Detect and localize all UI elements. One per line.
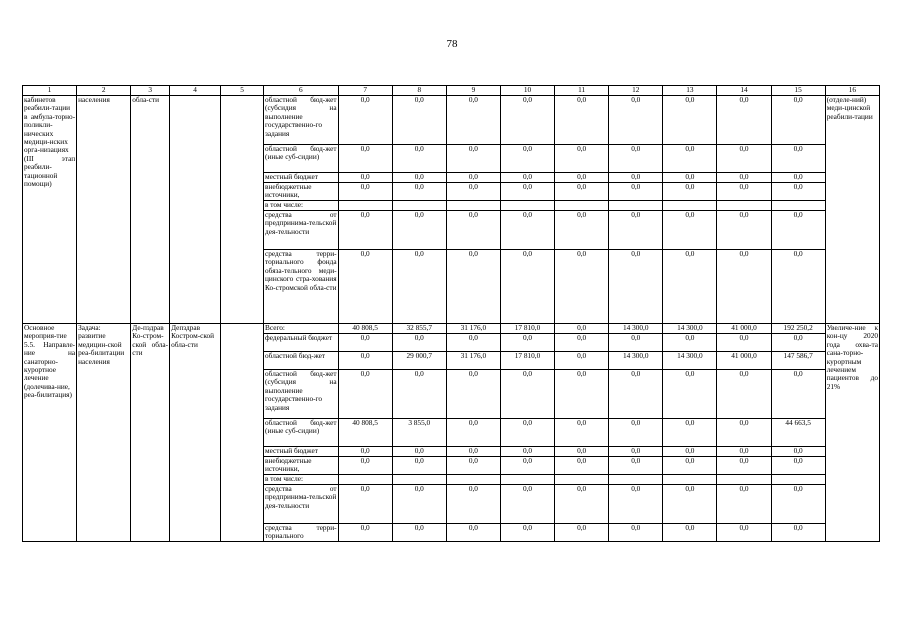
block2-col3-cell: Де-пздрав Ко-стром-ской обла-сти <box>131 324 170 542</box>
budget-table <box>22 85 880 542</box>
value-cell: 0,0 <box>717 419 771 447</box>
value-cell: 0,0 <box>771 485 825 524</box>
value-cell: 0,0 <box>663 145 717 173</box>
value-cell: 0,0 <box>717 334 771 352</box>
value-cell: 0,0 <box>392 173 446 183</box>
block1-col1-cell: кабинетов реабили-тации в амбула-торно-поликли-нических медици-нских орга-низациях (III этап реабили-тационной помощи) <box>23 96 77 324</box>
value-cell: 0,0 <box>771 183 825 201</box>
value-cell: 0,0 <box>609 183 663 201</box>
value-cell: 0,0 <box>500 211 554 250</box>
column-header: 5 <box>221 86 264 96</box>
value-cell: 0,0 <box>663 334 717 352</box>
value-cell <box>717 475 771 485</box>
funding-source-label: средства терри-ториального <box>265 523 337 541</box>
table-row <box>23 96 880 145</box>
value-cell <box>446 475 500 485</box>
value-cell: 40 808,5 <box>338 419 392 447</box>
value-cell: 0,0 <box>555 485 609 524</box>
block2-col2-cell: Задача: развитие медицин-ской реа-билитации населения <box>77 324 131 542</box>
value-cell: 0,0 <box>609 250 663 324</box>
value-cell: 0,0 <box>717 183 771 201</box>
value-cell: 0,0 <box>446 485 500 524</box>
value-cell: 0,0 <box>338 183 392 201</box>
value-cell <box>338 475 392 485</box>
funding-source-label: областной бюд-жет (иные суб-сидии) <box>264 145 339 173</box>
funding-source-label: средства от предпринима-тельской дея-тельности <box>264 485 339 524</box>
value-cell: 0,0 <box>446 419 500 447</box>
value-cell <box>663 201 717 211</box>
value-cell: 31 176,0 <box>446 352 500 370</box>
value-cell: 0,0 <box>392 447 446 457</box>
value-cell: 17 810,0 <box>500 324 554 334</box>
value-cell: 0,0 <box>500 370 554 419</box>
value-cell: 0,0 <box>500 524 554 542</box>
funding-source-label: областной бюд-жет (иные суб-сидии) <box>264 419 339 447</box>
value-cell: 0,0 <box>500 96 554 145</box>
value-cell: 17 810,0 <box>500 352 554 370</box>
column-header: 14 <box>717 86 771 96</box>
table-body <box>23 86 880 542</box>
value-cell: 0,0 <box>500 334 554 352</box>
column-header: 6 <box>264 86 339 96</box>
value-cell: 0,0 <box>446 524 500 542</box>
column-header: 3 <box>131 86 170 96</box>
value-cell: 31 176,0 <box>446 324 500 334</box>
value-cell: 0,0 <box>609 524 663 542</box>
value-cell: 0,0 <box>771 457 825 475</box>
funding-source-label: средства терри-ториального фонда обяза-тельного меди-цинского стра-хования Ко-стромской обла-сти <box>264 250 339 324</box>
value-cell: 0,0 <box>500 419 554 447</box>
funding-source-label: местный бюджет <box>264 173 339 183</box>
value-cell: 0,0 <box>338 352 392 370</box>
value-cell: 0,0 <box>555 173 609 183</box>
block2-col16-cell: Увеличе-ние к кон-цу 2020 года охва-та сана-торно-курортным лечением пациентов до 21% <box>825 324 879 542</box>
value-cell: 0,0 <box>555 334 609 352</box>
column-header: 16 <box>825 86 879 96</box>
funding-source-label: федеральный бюджет <box>264 334 339 352</box>
value-cell: 0,0 <box>338 485 392 524</box>
value-cell: 0,0 <box>609 211 663 250</box>
value-cell: 0,0 <box>771 370 825 419</box>
value-cell: 0,0 <box>609 96 663 145</box>
value-cell: 0,0 <box>663 524 717 542</box>
value-cell: 0,0 <box>338 457 392 475</box>
value-cell <box>555 201 609 211</box>
value-cell: 0,0 <box>555 457 609 475</box>
value-cell: 0,0 <box>771 447 825 457</box>
value-cell: 0,0 <box>771 250 825 324</box>
value-cell: 0,0 <box>446 370 500 419</box>
value-cell <box>609 201 663 211</box>
value-cell: 0,0 <box>663 183 717 201</box>
value-cell: 0,0 <box>771 334 825 352</box>
block1-col3-cell: обла-сти <box>131 96 170 324</box>
value-cell: 0,0 <box>338 96 392 145</box>
column-header: 12 <box>609 86 663 96</box>
value-cell: 0,0 <box>771 524 825 542</box>
value-cell: 0,0 <box>555 96 609 145</box>
value-cell: 147 586,7 <box>771 352 825 370</box>
block2-col4-cell: Депздрав Костром-ской обла-сти <box>170 324 221 542</box>
value-cell: 0,0 <box>500 457 554 475</box>
value-cell: 40 808,5 <box>338 324 392 334</box>
value-cell: 0,0 <box>446 173 500 183</box>
value-cell: 0,0 <box>392 250 446 324</box>
value-cell: 0,0 <box>663 173 717 183</box>
value-cell: 0,0 <box>663 485 717 524</box>
funding-source-label: местный бюджет <box>264 447 339 457</box>
value-cell: 0,0 <box>663 447 717 457</box>
value-cell: 0,0 <box>663 250 717 324</box>
value-cell: 0,0 <box>663 370 717 419</box>
value-cell: 0,0 <box>392 211 446 250</box>
value-cell: 0,0 <box>555 447 609 457</box>
value-cell: 0,0 <box>446 457 500 475</box>
value-cell: 0,0 <box>663 96 717 145</box>
value-cell: 0,0 <box>771 211 825 250</box>
value-cell: 0,0 <box>392 370 446 419</box>
value-cell: 29 000,7 <box>392 352 446 370</box>
header-row <box>23 86 880 96</box>
value-cell: 0,0 <box>555 183 609 201</box>
value-cell: 0,0 <box>446 250 500 324</box>
column-header: 15 <box>771 86 825 96</box>
value-cell: 0,0 <box>338 370 392 419</box>
funding-source-label: средства от предпринима-тельской дея-тельности <box>264 211 339 250</box>
value-cell: 0,0 <box>392 524 446 542</box>
funding-source-label: в том числе: <box>264 475 339 485</box>
value-cell: 0,0 <box>609 419 663 447</box>
value-cell: 0,0 <box>717 96 771 145</box>
value-cell: 0,0 <box>555 324 609 334</box>
value-cell <box>663 475 717 485</box>
value-cell: 0,0 <box>500 447 554 457</box>
value-cell: 14 300,0 <box>609 352 663 370</box>
column-header: 1 <box>23 86 77 96</box>
value-cell <box>771 475 825 485</box>
value-cell: 0,0 <box>609 485 663 524</box>
value-cell: 0,0 <box>392 145 446 173</box>
value-cell: 41 000,0 <box>717 324 771 334</box>
value-cell: 0,0 <box>555 352 609 370</box>
value-cell: 0,0 <box>338 211 392 250</box>
funding-source-label: в том числе: <box>264 201 339 211</box>
block1-col2-cell: населения <box>77 96 131 324</box>
column-header: 8 <box>392 86 446 96</box>
funding-source-label: Всего: <box>264 324 339 334</box>
funding-source-label: областной бюд-жет (субсидия на выполнение государственно-го задания <box>264 96 339 145</box>
value-cell <box>338 201 392 211</box>
value-cell: 0,0 <box>555 419 609 447</box>
value-cell: 0,0 <box>500 485 554 524</box>
column-header: 7 <box>338 86 392 96</box>
value-cell <box>717 201 771 211</box>
column-header: 13 <box>663 86 717 96</box>
funding-source-label: внебюджетные источники, <box>264 457 339 475</box>
value-cell <box>555 475 609 485</box>
column-header: 10 <box>500 86 554 96</box>
value-cell: 0,0 <box>717 447 771 457</box>
value-cell: 0,0 <box>609 457 663 475</box>
block1-col4-cell <box>170 96 221 324</box>
value-cell: 0,0 <box>338 173 392 183</box>
value-cell: 0,0 <box>392 457 446 475</box>
value-cell: 44 663,5 <box>771 419 825 447</box>
value-cell: 0,0 <box>392 485 446 524</box>
value-cell: 0,0 <box>446 211 500 250</box>
block2-col1-cell: Основное мероприя-тие 5.5. Направле-ние на санаторно-курортное лечение (долечива-ние, реа-билитация) <box>23 324 77 542</box>
value-cell: 0,0 <box>446 145 500 173</box>
value-cell: 0,0 <box>717 211 771 250</box>
value-cell <box>446 201 500 211</box>
value-cell: 0,0 <box>392 96 446 145</box>
value-cell: 41 000,0 <box>717 352 771 370</box>
value-cell: 0,0 <box>717 145 771 173</box>
value-cell: 0,0 <box>446 447 500 457</box>
value-cell <box>392 475 446 485</box>
value-cell: 0,0 <box>717 524 771 542</box>
value-cell: 0,0 <box>717 250 771 324</box>
value-cell: 0,0 <box>446 183 500 201</box>
value-cell: 0,0 <box>609 173 663 183</box>
block1-col16-cell: (отделе-ний) меди-цинской реабили-тации <box>825 96 879 324</box>
funding-source-label: внебюджетные источники, <box>264 183 339 201</box>
value-cell: 0,0 <box>717 457 771 475</box>
value-cell: 3 855,0 <box>392 419 446 447</box>
table-row <box>23 324 880 334</box>
value-cell: 0,0 <box>338 524 392 542</box>
value-cell: 14 300,0 <box>663 324 717 334</box>
column-header: 2 <box>77 86 131 96</box>
value-cell: 0,0 <box>771 173 825 183</box>
block1-col5-cell <box>221 96 264 324</box>
value-cell <box>609 475 663 485</box>
value-cell <box>392 201 446 211</box>
value-cell: 0,0 <box>771 96 825 145</box>
value-cell: 0,0 <box>446 334 500 352</box>
value-cell: 0,0 <box>500 173 554 183</box>
value-cell: 0,0 <box>392 183 446 201</box>
value-cell: 0,0 <box>338 250 392 324</box>
value-cell <box>771 201 825 211</box>
page-number: 78 <box>446 38 458 50</box>
value-cell: 0,0 <box>555 524 609 542</box>
value-cell: 0,0 <box>663 211 717 250</box>
value-cell: 0,0 <box>500 183 554 201</box>
value-cell: 0,0 <box>663 419 717 447</box>
value-cell: 0,0 <box>338 447 392 457</box>
value-cell: 0,0 <box>555 211 609 250</box>
value-cell: 0,0 <box>609 145 663 173</box>
column-header: 4 <box>170 86 221 96</box>
value-cell: 14 300,0 <box>663 352 717 370</box>
value-cell <box>500 475 554 485</box>
value-cell: 0,0 <box>500 250 554 324</box>
value-cell: 14 300,0 <box>609 324 663 334</box>
value-cell: 0,0 <box>663 457 717 475</box>
value-cell: 0,0 <box>500 145 554 173</box>
value-cell: 0,0 <box>771 145 825 173</box>
value-cell: 0,0 <box>717 485 771 524</box>
value-cell: 0,0 <box>555 145 609 173</box>
value-cell <box>500 201 554 211</box>
funding-source-label: областной бюд-жет (субсидия на выполнение государственно-го задания <box>264 370 339 419</box>
value-cell: 0,0 <box>555 250 609 324</box>
value-cell: 0,0 <box>609 447 663 457</box>
value-cell: 192 250,2 <box>771 324 825 334</box>
value-cell: 0,0 <box>446 96 500 145</box>
value-cell: 32 855,7 <box>392 324 446 334</box>
column-header: 9 <box>446 86 500 96</box>
block2-col5-cell <box>221 324 264 542</box>
value-cell: 0,0 <box>392 334 446 352</box>
value-cell: 0,0 <box>609 370 663 419</box>
value-cell: 0,0 <box>609 334 663 352</box>
value-cell: 0,0 <box>717 173 771 183</box>
column-header: 11 <box>555 86 609 96</box>
value-cell: 0,0 <box>338 145 392 173</box>
value-cell: 0,0 <box>717 370 771 419</box>
value-cell: 0,0 <box>338 334 392 352</box>
funding-source-label: областной бюд-жет <box>264 352 339 370</box>
value-cell: 0,0 <box>555 370 609 419</box>
